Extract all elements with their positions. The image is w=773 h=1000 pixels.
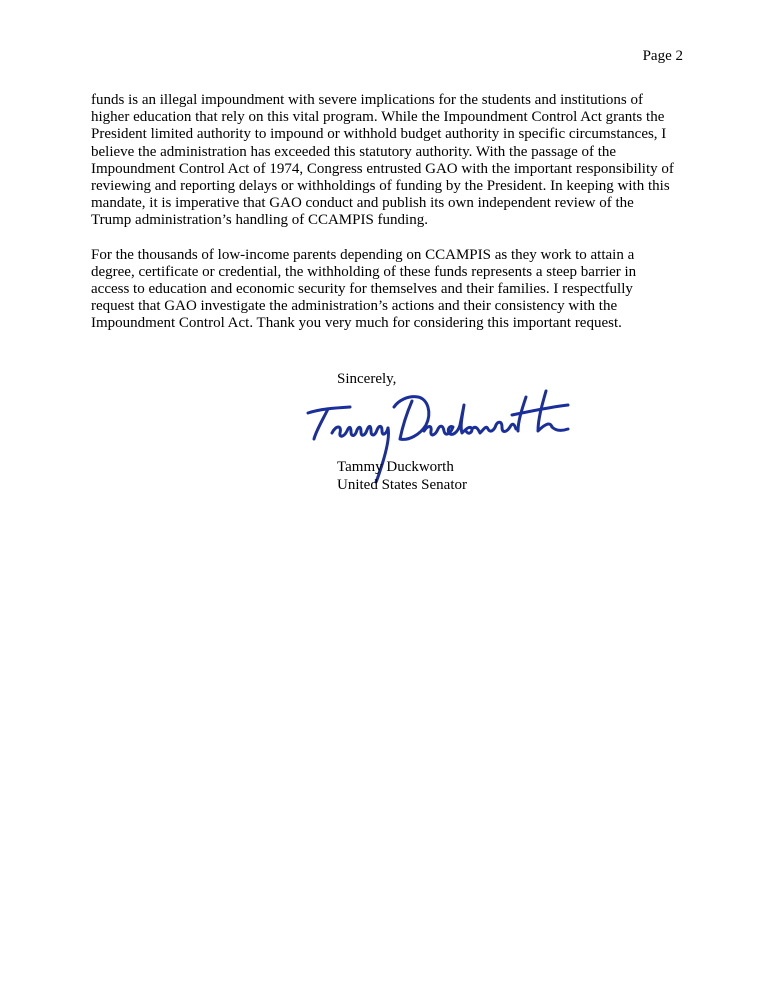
signature-stroke <box>552 427 568 430</box>
paragraph-2 <box>91 247 681 333</box>
text-line: degree, certificate or credential, the withholding of these funds represents a steep barrier in <box>91 263 637 280</box>
letter-body <box>91 92 681 350</box>
text-line: higher education that rely on this vital program. While the Impoundment Control Act grants the <box>91 109 665 126</box>
signer-block <box>337 459 467 494</box>
signature-stroke <box>424 405 516 435</box>
signature-stroke <box>538 391 552 431</box>
text-line: President limited authority to impound or withhold budget authority in specific circumstances, I <box>91 126 667 143</box>
paragraph-1 <box>91 92 681 230</box>
text-line: reviewing and reporting delays or withholdings of funding by the President. In keeping with this <box>91 178 670 195</box>
page-number: Page 2 <box>642 48 683 64</box>
text-line: Impoundment Control Act. Thank you very much for considering this important request. <box>91 315 622 332</box>
text-line: Impoundment Control Act of 1974, Congress entrusted GAO with the important responsibility of <box>91 160 674 177</box>
text-line: request that GAO investigate the administration’s actions and their consistency with the <box>91 298 618 315</box>
text-line: funds is an illegal impoundment with severe implications for the students and institutions of <box>91 92 644 108</box>
signer-name: Tammy Duckworth <box>337 459 454 475</box>
text-line: access to education and economic security for themselves and their families. I respectfully <box>91 281 633 298</box>
signature-stroke <box>314 409 328 439</box>
text-line: believe the administration has exceeded this statutory authority. With the passage of the <box>91 143 617 160</box>
signature-stroke <box>332 426 388 436</box>
text-line: For the thousands of low-income parents depending on CCAMPIS as they work to attain a <box>91 246 635 263</box>
text-line: Trump administration’s handling of CCAMPIS funding. <box>91 212 428 229</box>
signature-stroke <box>394 397 429 440</box>
closing-salutation: Sincerely, <box>337 371 397 387</box>
signer-title: United States Senator <box>337 476 467 493</box>
text-line: mandate, it is imperative that GAO conduct and publish its own independent review of the <box>91 195 634 212</box>
